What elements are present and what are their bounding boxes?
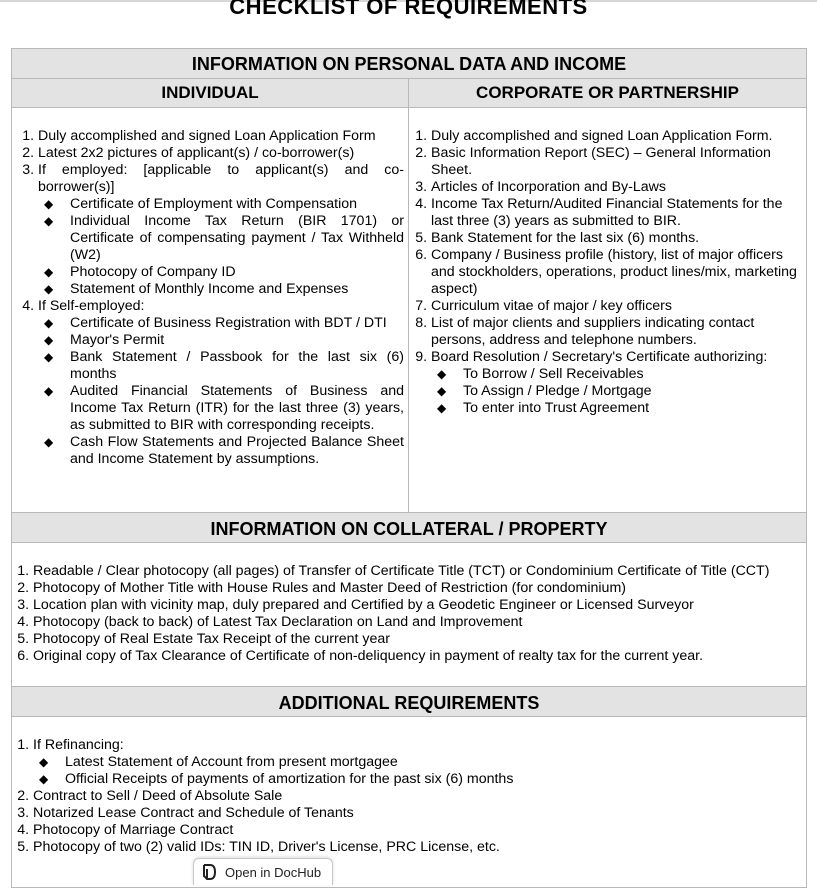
bullet-item: ◆ Latest Statement of Account from present mortgagee bbox=[65, 754, 798, 771]
list-item: 3. If employed: [applicable to applicant(s) and co-borrower(s)] ◆ Certificate of Employment with Compensation ◆ Individual Income Tax Return (BIR 1701) or Certificate of compensating payment / Tax Withheld (W2) ◆ Photocopy of Company ID ◆ Statement of Monthly Income and Expenses bbox=[38, 162, 404, 298]
bullet-item: ◆ Bank Statement / Passbook for the last six (6) months bbox=[70, 349, 404, 383]
list-item: 6. Original copy of Tax Clearance of Certificate of non-deliquency in payment of realty tax for the current year. bbox=[33, 648, 798, 665]
bullet-item: ◆ Statement of Monthly Income and Expenses bbox=[70, 281, 404, 298]
additional-heading: ADDITIONAL REQUIREMENTS bbox=[12, 687, 806, 717]
bullet-item: ◆ Audited Financial Statements of Business and Income Tax Return (ITR) for the last three (3) years, as submitted to BIR with corresponding receipts. bbox=[70, 383, 404, 434]
list-item: 5. Photocopy of Real Estate Tax Receipt of the current year bbox=[33, 631, 798, 648]
requirement-columns bbox=[12, 108, 806, 512]
dochub-logo-icon bbox=[202, 864, 216, 880]
bullet-item: ◆ Cash Flow Statements and Projected Balance Sheet and Income Statement by assumptions. bbox=[70, 434, 404, 468]
self-employed-sublist bbox=[38, 315, 404, 468]
list-item: 2. Latest 2x2 pictures of applicant(s) / co-borrower(s) bbox=[38, 145, 404, 162]
dochub-button-label: Open in DocHub bbox=[225, 865, 322, 880]
corporate-column bbox=[409, 108, 806, 512]
list-item: 4. If Self-employed: ◆ Certificate of Business Registration with BDT / DTI ◆ Mayor's Permit ◆ Bank Statement / Passbook for the last six (6) months ◆ Audited Financial Statements of Business and Income Tax Return (ITR) for the last three (3) years, as submitted to BIR with corresponding receipts. ◆ Cash Flow Statements and Projected Balance Sheet and Income Statement by assumptions. bbox=[38, 298, 404, 468]
collateral-body bbox=[12, 543, 806, 665]
list-item: 2. Basic Information Report (SEC) – General Information Sheet. bbox=[431, 145, 798, 179]
list-item: 7. Curriculum vitae of major / key officers bbox=[431, 298, 798, 315]
list-item: 3. Notarized Lease Contract and Schedule of Tenants bbox=[33, 805, 798, 822]
corporate-list bbox=[415, 128, 798, 417]
list-item: 4. Income Tax Return/Audited Financial Statements for the last three (3) years as submitted to BIR. bbox=[431, 196, 798, 230]
additional-list bbox=[17, 737, 798, 856]
personal-data-heading: INFORMATION ON PERSONAL DATA AND INCOME bbox=[12, 49, 806, 79]
bullet-item: ◆ Certificate of Employment with Compensation bbox=[70, 196, 404, 213]
list-item: 6. Company / Business profile (history, list of major officers and stockholders, operations, product lines/mix, marketing aspect) bbox=[431, 247, 798, 298]
bullet-item: ◆ Official Receipts of payments of amortization for the past six (6) months bbox=[65, 771, 798, 788]
collateral-section bbox=[11, 512, 807, 687]
list-item: 1. Duly accomplished and signed Loan Application Form. bbox=[431, 128, 798, 145]
additional-body bbox=[12, 717, 806, 856]
list-item: 2. Contract to Sell / Deed of Absolute Sale bbox=[33, 788, 798, 805]
list-item: 1. If Refinancing: ◆ Latest Statement of Account from present mortgagee ◆ Official Receipts of payments of amortization for the past six (6) months bbox=[33, 737, 798, 788]
list-item: 3. Location plan with vicinity map, duly prepared and Certified by a Geodetic Engineer or Licensed Surveyor bbox=[33, 597, 798, 614]
list-item: 3. Articles of Incorporation and By-Laws bbox=[431, 179, 798, 196]
personal-data-section bbox=[11, 48, 807, 513]
corporate-heading: CORPORATE OR PARTNERSHIP bbox=[476, 83, 739, 102]
bullet-item: ◆ To enter into Trust Agreement bbox=[463, 400, 798, 417]
bullet-item: ◆ Photocopy of Company ID bbox=[70, 264, 404, 281]
document-title: CHECKLIST OF REQUIREMENTS bbox=[229, 0, 588, 19]
list-item: 4. Photocopy (back to back) of Latest Tax Declaration on Land and Improvement bbox=[33, 614, 798, 631]
list-item: 5. Photocopy of two (2) valid IDs: TIN ID, Driver's License, PRC License, etc. bbox=[33, 839, 798, 856]
bullet-item: ◆ Certificate of Business Registration with BDT / DTI bbox=[70, 315, 404, 332]
list-item: 1. Readable / Clear photocopy (all pages) of Transfer of Certificate Title (TCT) or Condominium Certificate of Title (CCT) bbox=[33, 563, 798, 580]
collateral-list bbox=[17, 563, 798, 665]
board-resolution-sublist bbox=[431, 366, 798, 417]
bullet-item: ◆ To Assign / Pledge / Mortgage bbox=[463, 383, 798, 400]
individual-column bbox=[12, 108, 409, 512]
bullet-item: ◆ Mayor's Permit bbox=[70, 332, 404, 349]
list-item: 8. List of major clients and suppliers indicating contact persons, address and telephone numbers. bbox=[431, 315, 798, 349]
individual-heading: INDIVIDUAL bbox=[12, 79, 409, 107]
list-item: 2. Photocopy of Mother Title with House Rules and Master Deed of Restriction (for condominium) bbox=[33, 580, 798, 597]
individual-list bbox=[22, 128, 404, 468]
employed-sublist bbox=[38, 196, 404, 298]
collateral-heading: INFORMATION ON COLLATERAL / PROPERTY bbox=[12, 513, 806, 543]
list-item: 4. Photocopy of Marriage Contract bbox=[33, 822, 798, 839]
list-item: 1. Duly accomplished and signed Loan Application Form bbox=[38, 128, 404, 145]
bullet-item: ◆ To Borrow / Sell Receivables bbox=[463, 366, 798, 383]
column-headers bbox=[12, 79, 806, 108]
list-item: 9. Board Resolution / Secretary's Certificate authorizing: ◆ To Borrow / Sell Receivables ◆ To Assign / Pledge / Mortgage ◆ To enter into Trust Agreement bbox=[431, 349, 798, 417]
bullet-item: ◆ Individual Income Tax Return (BIR 1701) or Certificate of compensating payment / Tax Withheld (W2) bbox=[70, 213, 404, 264]
additional-section bbox=[11, 686, 807, 888]
list-item: 5. Bank Statement for the last six (6) months. bbox=[431, 230, 798, 247]
open-in-dochub-button[interactable] bbox=[193, 858, 333, 885]
refinancing-sublist bbox=[33, 754, 798, 788]
